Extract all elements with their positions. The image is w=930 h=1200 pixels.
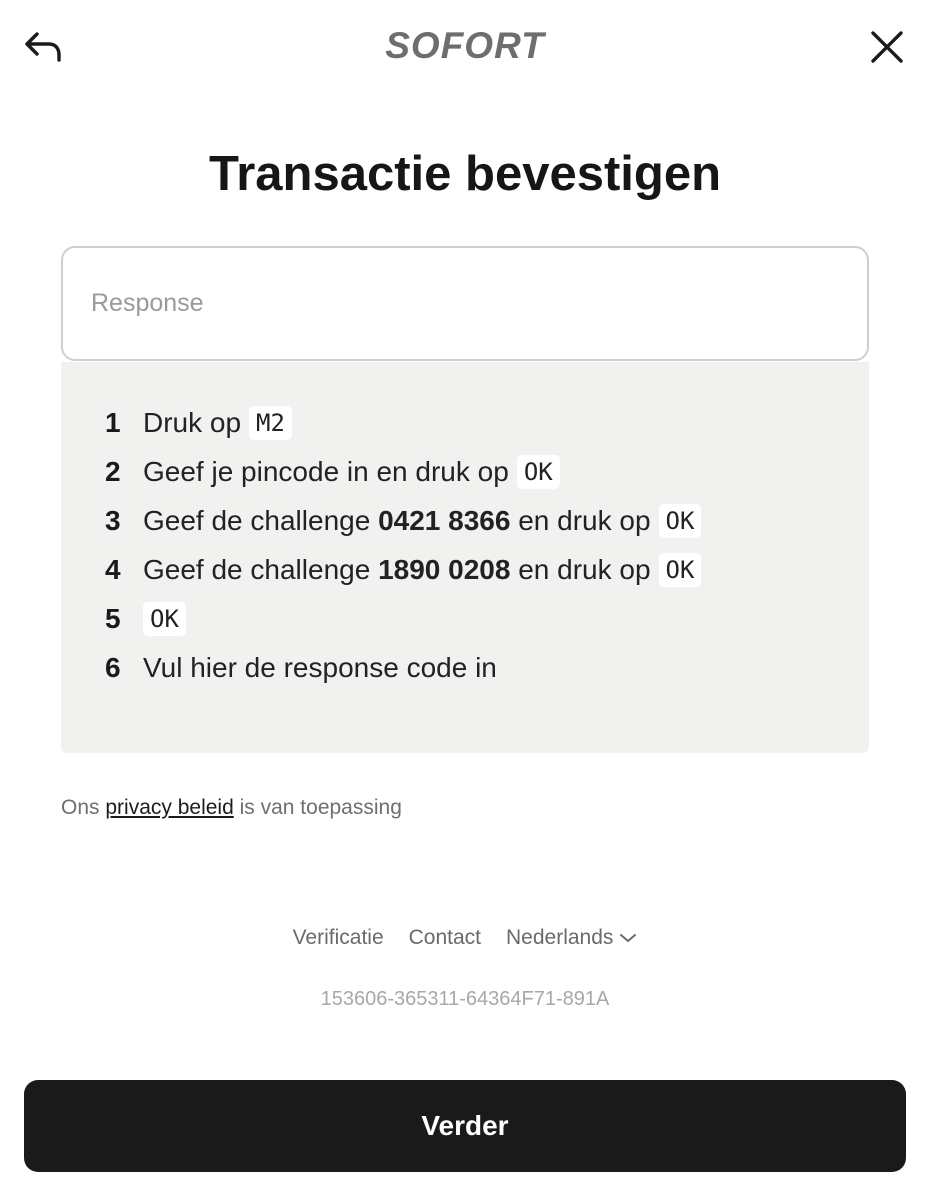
step-text: Geef je pincode in en druk op: [143, 455, 509, 487]
step-5: [105, 594, 701, 643]
key-code: M2: [249, 406, 292, 440]
step-3: [105, 496, 701, 545]
step-text: Geef de challenge: [143, 553, 371, 585]
sofort-logo: SOFORT: [385, 25, 545, 66]
step-text: Vul hier de response code in: [143, 651, 497, 683]
page-title: Transactie bevestigen: [208, 147, 721, 201]
close-button[interactable]: [864, 24, 910, 70]
step-number: 5: [105, 602, 121, 634]
steps-list: [105, 398, 701, 692]
close-icon: [870, 30, 904, 64]
step-2: [105, 447, 701, 496]
step-number: 1: [105, 406, 121, 438]
step-text-after: en druk op: [518, 504, 651, 536]
verification-link[interactable]: Verificatie: [292, 926, 384, 949]
step-text-after: en druk op: [518, 553, 651, 585]
step-text: Geef de challenge: [143, 504, 371, 536]
privacy-prefix: Ons: [61, 796, 100, 819]
privacy-policy-link[interactable]: privacy beleid: [105, 796, 234, 819]
language-label: Nederlands: [506, 926, 614, 949]
challenge-code: 0421 8366: [378, 504, 511, 536]
step-4: [105, 545, 701, 594]
language-selector[interactable]: [506, 926, 637, 950]
key-code: OK: [659, 504, 702, 538]
reference-code: 153606-365311-64364F71-891A: [320, 988, 610, 1010]
key-code: OK: [517, 455, 560, 489]
contact-link[interactable]: Contact: [408, 926, 481, 949]
step-text: Druk op: [143, 406, 242, 438]
step-number: 6: [105, 651, 121, 683]
step-number: 4: [105, 553, 121, 585]
response-input[interactable]: [61, 246, 869, 361]
continue-button[interactable]: Verder: [24, 1080, 906, 1172]
step-number: 3: [105, 504, 121, 536]
key-code: OK: [143, 602, 186, 636]
privacy-suffix: is van toepassing: [239, 796, 402, 819]
step-6: [105, 643, 701, 692]
header: [0, 0, 930, 95]
chevron-down-icon: [619, 932, 637, 944]
privacy-notice: [61, 796, 402, 820]
footer-links: [0, 926, 930, 950]
challenge-code: 1890 0208: [378, 553, 511, 585]
instructions-panel: [61, 362, 869, 753]
key-code: OK: [659, 553, 702, 587]
step-number: 2: [105, 455, 121, 487]
step-1: [105, 398, 701, 447]
